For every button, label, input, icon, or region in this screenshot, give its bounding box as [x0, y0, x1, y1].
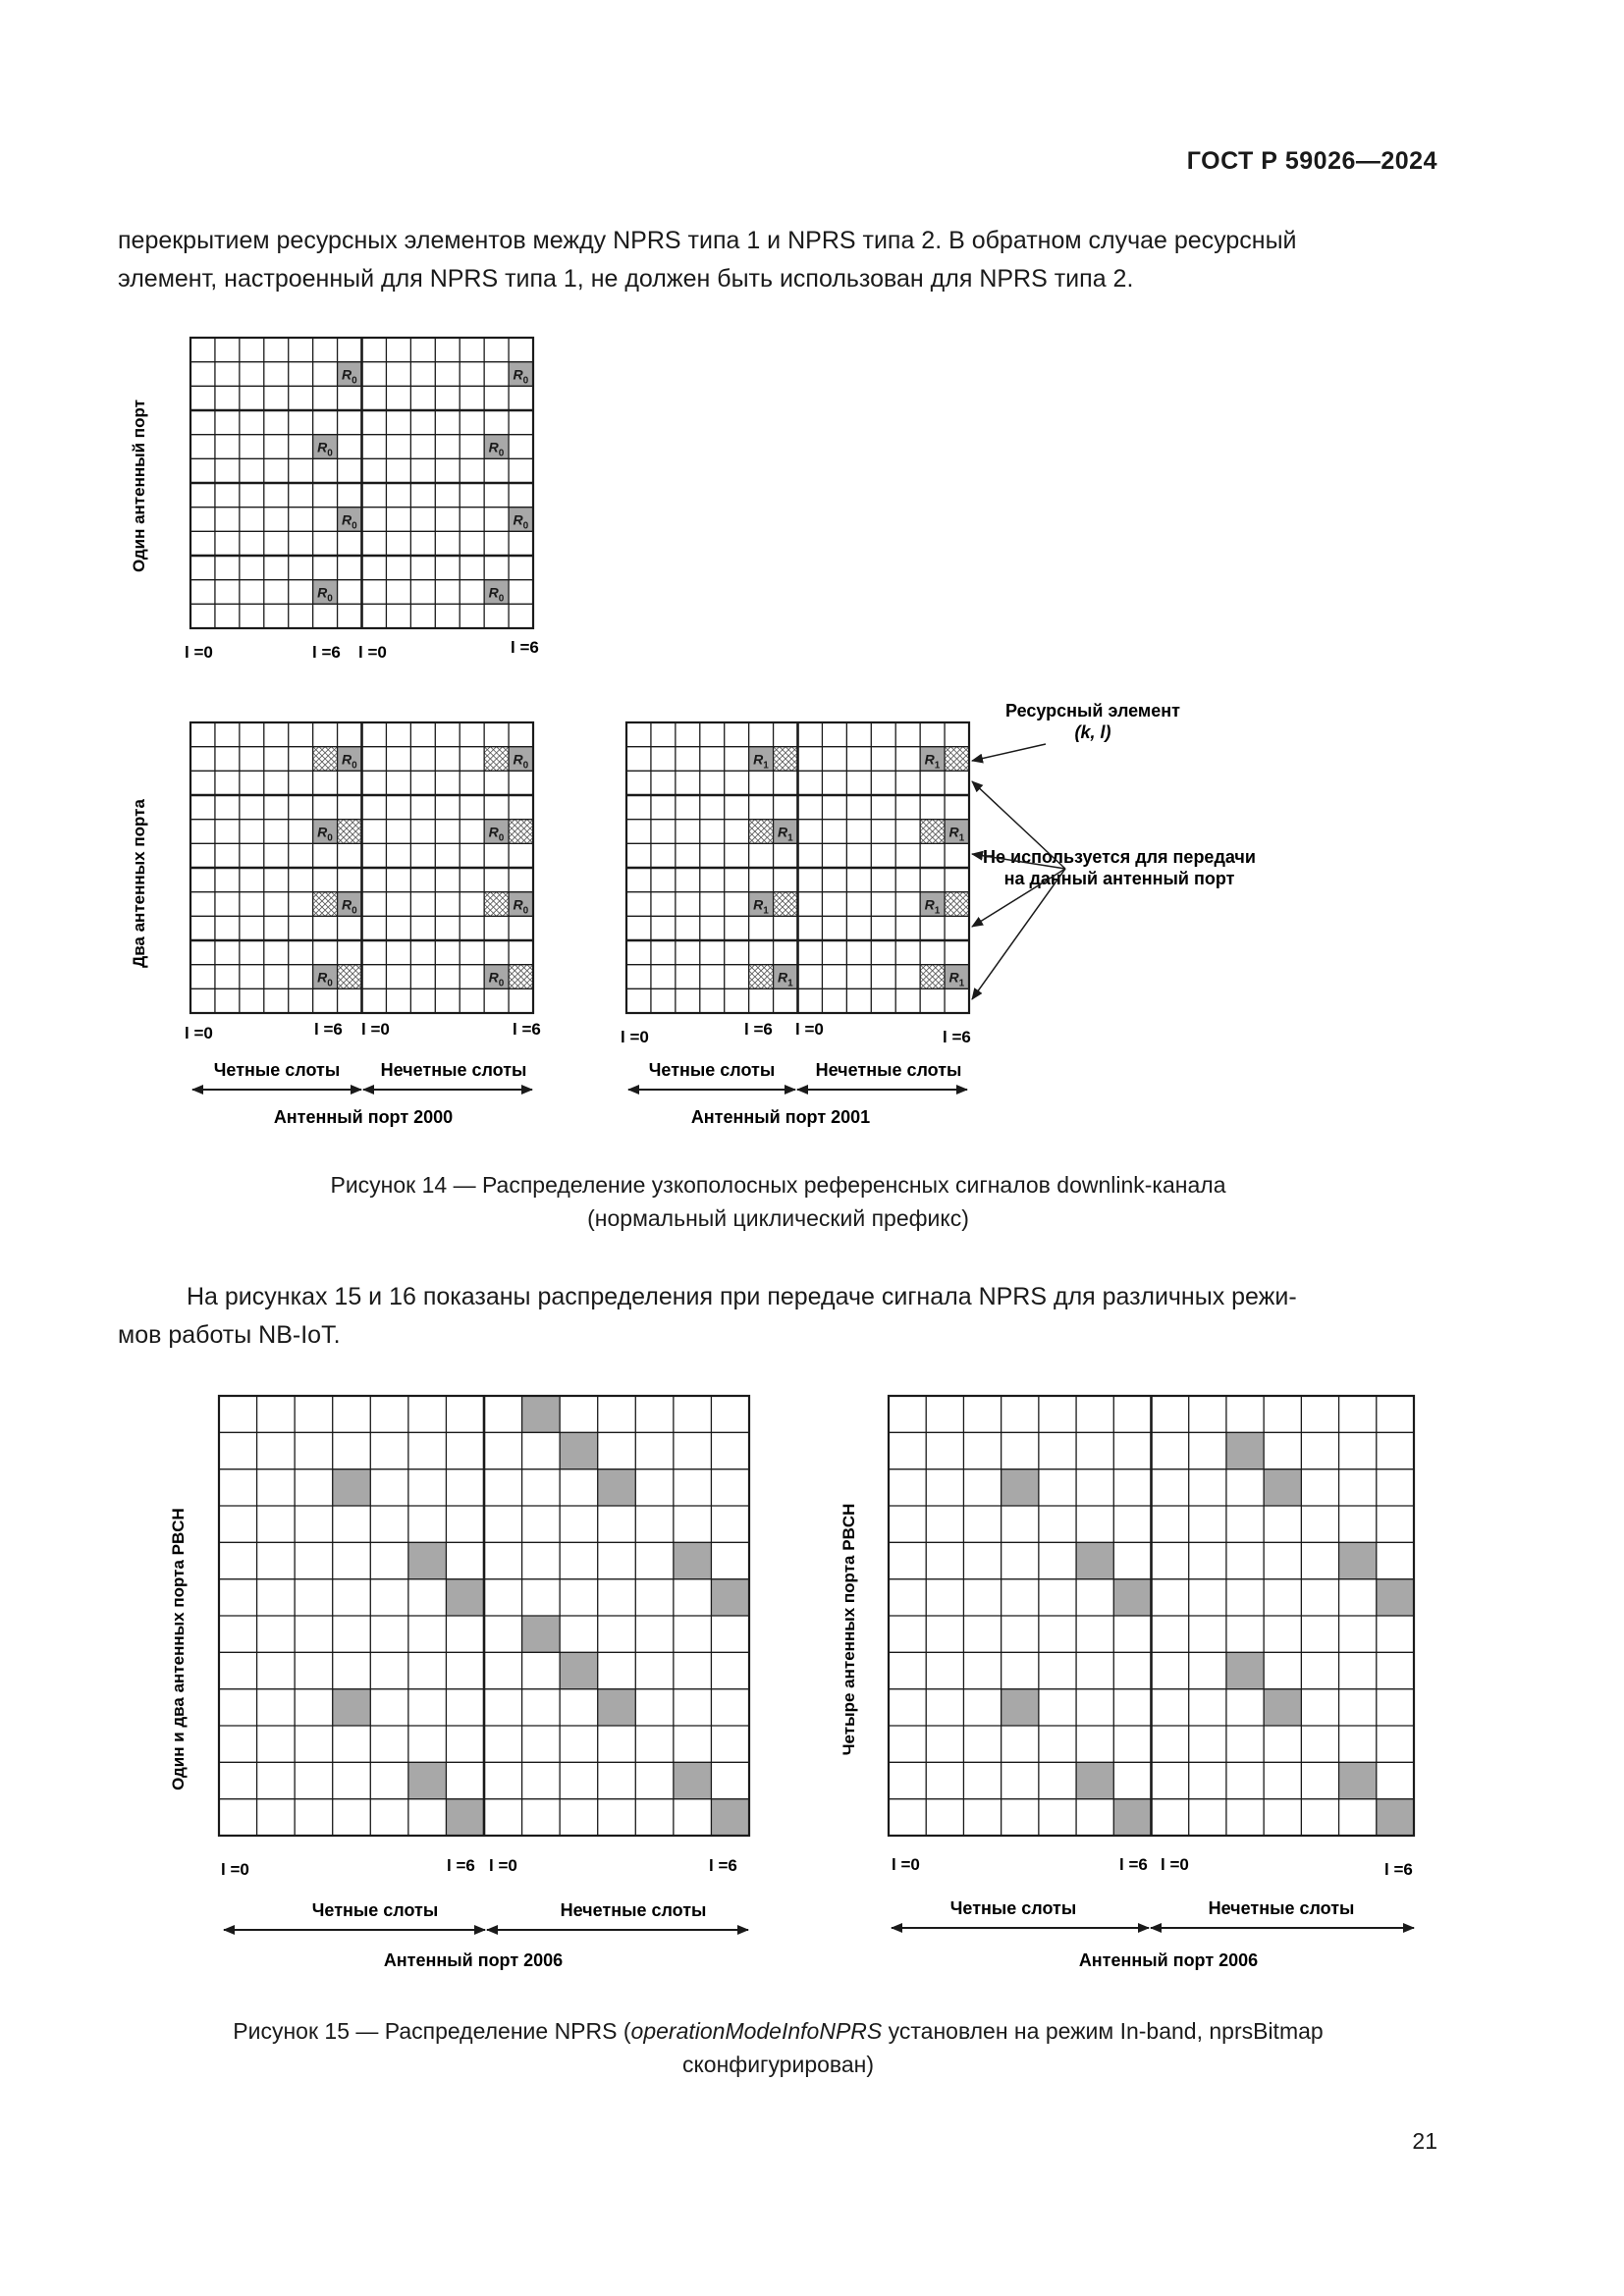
fig14a-grid-ref-label: $R_0$: [513, 511, 529, 532]
fig14b-grid-unused-cell: [509, 820, 533, 844]
fig14a-tick-l6-right: l =6: [511, 638, 539, 657]
figure14-caption-line-2: (нормальный циклический префикс): [587, 1205, 969, 1231]
fig14a-grid-ref-sub: 0: [498, 448, 505, 459]
fig15a-grid-shaded-cell: [522, 1396, 561, 1432]
fig14c-tick-l0-left: l =0: [621, 1028, 649, 1046]
fig14b-odd-slots: Нечетные слоты: [380, 1060, 527, 1080]
fig14c-tick-l0-right: l =0: [795, 1020, 824, 1039]
fig14c-grid-ref-sub: 1: [934, 760, 941, 772]
fig14c-tick-l6-right: l =6: [943, 1028, 971, 1046]
fig15a-grid-shaded-cell: [598, 1469, 636, 1506]
fig14b-grid-ref-sub: 0: [327, 978, 333, 989]
fig15a-odd-slots: Нечетные слоты: [560, 1900, 707, 1920]
fig14-legend-not-used-2: на данный антенный порт: [1003, 869, 1235, 888]
fig14b-grid-ref-label: $R_0$: [342, 751, 357, 772]
fig15a-grid-shaded-cell: [674, 1542, 712, 1578]
fig15-left-ylabel: Один и два антенных порта PBCH: [169, 1508, 188, 1790]
fig15b-grid-shaded-cell: [1226, 1432, 1264, 1468]
fig14a-grid-ref-label: $R_0$: [342, 366, 357, 387]
fig14c-port-2001: Антенный порт 2001: [690, 1107, 871, 1127]
fig15b-grid: [889, 1396, 1414, 1836]
fig14b-grid: [190, 722, 533, 1013]
intro-line-1: перекрытием ресурсных элементов между NPRS типа 1 и NPRS типа 2. В обратном случае ресурсный: [118, 227, 1297, 254]
fig14a-grid-ref-sub: 0: [522, 375, 529, 387]
fig15b-even-slots: Четные слоты: [949, 1898, 1077, 1918]
fig14b-grid-ref-sub: 0: [352, 760, 357, 772]
standard-header: ГОСТ Р 59026—2024: [1186, 147, 1437, 175]
fig14b-grid-ref-sub: 0: [352, 905, 357, 917]
fig14c-grid-ref-label: $R_1$: [948, 824, 965, 844]
fig15b-tick-l0-right: l =0: [1161, 1855, 1189, 1874]
fig14a-grid-ref-sub: 0: [522, 520, 529, 532]
fig14c-grid-unused-cell: [749, 965, 774, 989]
fig14a-grid-ref-label: $R_0$: [317, 584, 333, 605]
fig14c-grid-unused-cell: [749, 820, 774, 844]
fig14a-grid-ref-label: $R_0$: [317, 439, 333, 459]
figure15-caption-line-2: сконфигурирован): [681, 2052, 875, 2077]
fig15b-grid-shaded-cell: [1377, 1799, 1414, 1836]
fig14a-grid-ref-sub: 0: [352, 375, 357, 387]
fig14b-tick-l0-left: l =0: [185, 1024, 213, 1042]
fig14b-grid-unused-cell: [313, 747, 338, 772]
fig14a-grid-ref-label: $R_0$: [513, 366, 529, 387]
fig14b-grid-ref-sub: 0: [522, 760, 529, 772]
fig15b-odd-slots: Нечетные слоты: [1208, 1898, 1355, 1918]
fig15a-tick-l0-left: l =0: [221, 1860, 249, 1879]
fig14b-tick-l6-left: l =6: [314, 1020, 343, 1039]
fig14b-grid-ref-label: $R_0$: [513, 896, 529, 917]
fig15a-grid-shaded-cell: [560, 1652, 598, 1688]
middle-line-1: На рисунках 15 и 16 показаны распределения при передаче сигнала NPRS для различных режи-: [187, 1283, 1297, 1310]
fig14b-grid-ref-sub: 0: [522, 905, 529, 917]
fig14a-grid-ref-label: $R_0$: [488, 584, 505, 605]
fig14c-grid-ref-sub: 1: [934, 905, 941, 917]
fig15a-grid-shaded-cell: [408, 1762, 447, 1798]
fig15b-grid-shaded-cell: [1339, 1542, 1377, 1578]
fig15a-grid: [219, 1396, 749, 1836]
fig14c-grid-ref-sub: 1: [763, 760, 769, 772]
fig14-ylabel-single: Один антенный порт: [130, 400, 148, 572]
fig14-legend-resource-element-kl: (k, l): [1074, 722, 1111, 742]
fig14c-even-slots: Четные слоты: [648, 1060, 776, 1080]
fig14b-grid-ref-label: $R_0$: [317, 969, 333, 989]
fig15b-port-2006: Антенный порт 2006: [1078, 1950, 1259, 1970]
fig15a-grid-shaded-cell: [598, 1689, 636, 1726]
fig14c-grid-unused-cell: [774, 747, 798, 772]
fig15b-grid-shaded-cell: [1001, 1469, 1039, 1506]
fig14b-grid-unused-cell: [509, 965, 533, 989]
fig15a-grid-shaded-cell: [446, 1799, 484, 1836]
fig14c-tick-l6-left: l =6: [744, 1020, 773, 1039]
figure15-caption-part2: установлен на режим In-band, nprsBitmap: [882, 2018, 1324, 2044]
fig14-ylabel-two: Два антенных порта: [130, 799, 148, 968]
fig15b-grid-shaded-cell: [1377, 1579, 1414, 1616]
fig14c-grid-ref-label: $R_1$: [924, 751, 941, 772]
fig14-legend-resource-element: Ресурсный элемент: [1005, 701, 1180, 721]
fig14b-tick-l0-right: l =0: [361, 1020, 390, 1039]
fig14c-grid-unused-cell: [920, 820, 945, 844]
fig14b-grid-unused-cell: [484, 892, 509, 917]
fig14c-grid-ref-label: $R_1$: [753, 896, 769, 917]
fig14a-grid: [190, 338, 533, 628]
fig14-legend-not-used-1: Не используется для передачи: [983, 847, 1256, 867]
fig15b-grid-shaded-cell: [1226, 1652, 1264, 1688]
fig15b-grid-shaded-cell: [1001, 1689, 1039, 1726]
fig14c-grid-ref-sub: 1: [763, 905, 769, 917]
fig15a-tick-l6-right: l =6: [709, 1856, 737, 1875]
fig15b-grid-shaded-cell: [1264, 1689, 1301, 1726]
fig14a-grid-ref-label: $R_0$: [488, 439, 505, 459]
fig14c-odd-slots: Нечетные слоты: [815, 1060, 962, 1080]
fig15b-tick-l0-left: l =0: [892, 1855, 920, 1874]
fig15b-tick-l6-right: l =6: [1384, 1860, 1413, 1879]
fig15b-tick-l6-left: l =6: [1119, 1855, 1148, 1874]
fig14a-tick-l0-right: l =0: [358, 643, 387, 662]
fig14b-grid-ref-label: $R_0$: [513, 751, 529, 772]
fig14c-grid-unused-cell: [945, 747, 969, 772]
fig15a-grid-shaded-cell: [333, 1689, 371, 1726]
fig15b-grid-shaded-cell: [1339, 1762, 1377, 1798]
fig15a-grid-shaded-cell: [446, 1579, 484, 1616]
fig14b-even-slots: Четные слоты: [213, 1060, 341, 1080]
fig14c-grid-ref-sub: 1: [787, 978, 793, 989]
fig15a-port-2006: Антенный порт 2006: [383, 1950, 564, 1970]
fig14a-tick-l6-left: l =6: [312, 643, 341, 662]
fig14a-tick-l0-left: l =0: [185, 643, 213, 662]
fig14a-grid-ref-sub: 0: [352, 520, 357, 532]
fig14c-grid-ref-sub: 1: [958, 978, 965, 989]
fig15a-grid-shaded-cell: [333, 1469, 371, 1506]
fig14a-grid-ref-label: $R_0$: [342, 511, 357, 532]
middle-line-2: мов работы NB-IoT.: [118, 1321, 341, 1349]
figure15-caption-part1: Рисунок 15 — Распределение NPRS (: [233, 2018, 631, 2044]
fig14b-grid-unused-cell: [484, 747, 509, 772]
fig15a-grid-shaded-cell: [522, 1616, 561, 1652]
fig14b-grid-ref-label: $R_0$: [342, 896, 357, 917]
intro-line-2: элемент, настроенный для NPRS типа 1, не должен быть использован для NPRS типа 2.: [118, 265, 1134, 293]
figure15-caption-italic: operationModeInfoNPRS: [630, 2018, 883, 2044]
fig14c-grid-unused-cell: [920, 965, 945, 989]
fig14b-grid-unused-cell: [338, 820, 362, 844]
fig14c-grid-ref-label: $R_1$: [778, 969, 793, 989]
fig15-right-ylabel: Четыре антенных порта PBCH: [839, 1503, 858, 1756]
fig14c-grid-ref-label: $R_1$: [778, 824, 793, 844]
fig15a-grid-shaded-cell: [560, 1432, 598, 1468]
fig14c-grid-unused-cell: [774, 892, 798, 917]
fig14c-grid: [626, 722, 969, 1013]
fig15b-grid-shaded-cell: [1113, 1799, 1151, 1836]
fig14b-port-2000: Антенный порт 2000: [273, 1107, 454, 1127]
fig15a-even-slots: Четные слоты: [311, 1900, 439, 1920]
fig14b-grid-ref-sub: 0: [327, 832, 333, 844]
fig15b-grid-shaded-cell: [1076, 1762, 1113, 1798]
grids-layer: [190, 338, 1414, 1836]
fig14-legend-not-used-pointers: [972, 781, 1065, 999]
fig14c-grid-ref-sub: 1: [958, 832, 965, 844]
fig15b-grid-shaded-cell: [1113, 1579, 1151, 1616]
fig14b-grid-ref-sub: 0: [498, 978, 505, 989]
fig14a-grid-ref-sub: 0: [327, 593, 333, 605]
fig14b-grid-ref-sub: 0: [498, 832, 505, 844]
page-number: 21: [1412, 2128, 1437, 2154]
fig15a-tick-l0-right: l =0: [489, 1856, 517, 1875]
fig14b-grid-ref-label: $R_0$: [488, 824, 505, 844]
fig14b-grid-ref-label: $R_0$: [488, 969, 505, 989]
fig15a-tick-l6-left: l =6: [447, 1856, 475, 1875]
fig15a-grid-shaded-cell: [711, 1799, 749, 1836]
fig14c-grid-ref-label: $R_1$: [948, 969, 965, 989]
fig14b-grid-unused-cell: [338, 965, 362, 989]
fig14a-grid-ref-sub: 0: [498, 593, 505, 605]
fig14-legend-re-pointer: [972, 744, 1046, 761]
fig15a-grid-shaded-cell: [674, 1762, 712, 1798]
fig15b-grid-shaded-cell: [1264, 1469, 1301, 1506]
fig14b-grid-ref-label: $R_0$: [317, 824, 333, 844]
fig14c-grid-ref-label: $R_1$: [753, 751, 769, 772]
fig14a-grid-ref-sub: 0: [327, 448, 333, 459]
fig14c-grid-unused-cell: [945, 892, 969, 917]
fig14c-grid-ref-label: $R_1$: [924, 896, 941, 917]
fig15a-grid-shaded-cell: [711, 1579, 749, 1616]
fig15a-grid-shaded-cell: [408, 1542, 447, 1578]
fig14b-tick-l6-right: l =6: [513, 1020, 541, 1039]
fig15b-grid-shaded-cell: [1076, 1542, 1113, 1578]
fig14c-grid-ref-sub: 1: [787, 832, 793, 844]
fig14b-grid-unused-cell: [313, 892, 338, 917]
figure14-caption-line-1: Рисунок 14 — Распределение узкополосных референсных сигналов downlink-канала: [330, 1172, 1226, 1198]
